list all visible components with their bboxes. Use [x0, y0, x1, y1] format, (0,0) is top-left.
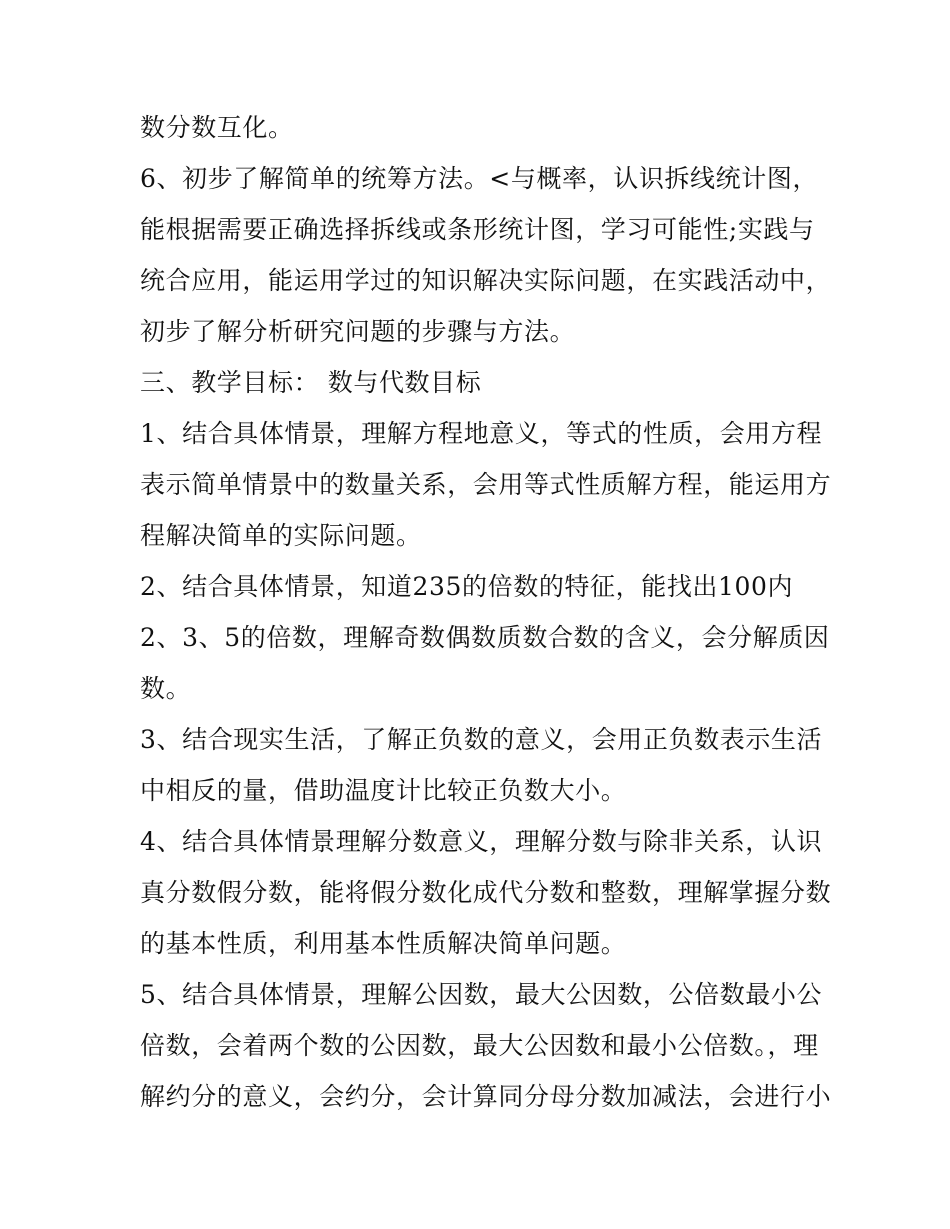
text-line: 数。	[140, 674, 192, 703]
text-line: 6、初步了解简单的统筹方法。<与概率，认识拆线统计图，	[140, 164, 819, 193]
text-line: 4、结合具体情景理解分数意义，理解分数与除非关系，认识	[140, 827, 823, 856]
text-line: 真分数假分数，能将假分数化成代分数和整数，理解掌握分数	[140, 878, 832, 907]
text-line: 2、3、5的倍数，理解奇数偶数质数合数的含义，会分解质因	[140, 623, 830, 652]
section-heading: 三、教学目标： 数与代数目标	[140, 368, 482, 397]
text-line: 2、结合具体情景，知道235的倍数的特征，能找出100内	[140, 572, 794, 601]
text-line: 1、结合具体情景，理解方程地意义，等式的性质，会用方程	[140, 419, 823, 448]
text-line: 中相反的量，借助温度计比较正负数大小。	[140, 776, 627, 805]
text-line: 5、结合具体情景，理解公因数，最大公因数，公倍数最小公	[140, 980, 823, 1009]
text-line: 表示简单情景中的数量关系，会用等式性质解方程，能运用方	[140, 470, 832, 499]
text-line: 统合应用，能运用学过的知识解决实际问题，在实践活动中，	[140, 266, 832, 295]
text-line: 倍数，会着两个数的公因数，最大公因数和最小公倍数。，理	[140, 1031, 819, 1060]
text-line: 数分数互化。	[140, 113, 294, 142]
text-line: 3、结合现实生活，了解正负数的意义，会用正负数表示生活	[140, 725, 823, 754]
text-line: 能根据需要正确选择拆线或条形统计图，学习可能性;实践与	[140, 215, 815, 244]
text-line: 解约分的意义，会约分，会计算同分母分数加减法，会进行小	[140, 1082, 832, 1111]
text-line: 初步了解分析研究问题的步骤与方法。	[140, 317, 576, 346]
text-line: 程解决简单的实际问题。	[140, 521, 422, 550]
text-line: 的基本性质，利用基本性质解决简单问题。	[140, 929, 627, 958]
